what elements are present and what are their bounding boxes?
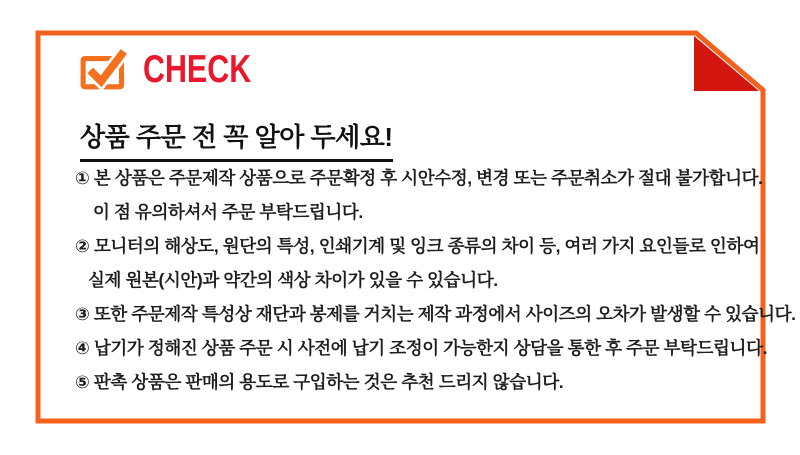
notice-line-1: ① 본 상품은 주문제작 상품으로 주문확정 후 시안수정, 변경 또는 주문취소가 절대 불가합니다.	[75, 168, 763, 188]
check-header	[80, 42, 282, 90]
checkbox-checkmark-icon	[80, 46, 127, 90]
notice-line-2-continued: 실제 원본(시안)과 약간의 색상 차이가 있을 수 있습니다.	[88, 270, 498, 290]
notice-title: 상품 주문 전 꼭 알아 두세요!	[80, 117, 393, 162]
notice-line-4: ④ 납기가 정해진 상품 주문 시 사전에 납기 조정이 가능한지 상담을 통한 후 주문 부탁드립니다.	[75, 338, 768, 358]
notice-list	[75, 161, 796, 399]
folded-corner-icon	[694, 36, 759, 91]
notice-line-1-continued: 이 점 유의하셔서 주문 부탁드립니다.	[93, 202, 363, 222]
notice-line-5: ⑤ 판촉 상품은 판매의 용도로 구입하는 것은 추천 드리지 않습니다.	[75, 372, 564, 392]
notice-line-3: ③ 또한 주문제작 특성상 재단과 봉제를 거치는 제작 과정에서 사이즈의 오차가 발생할 수 있습니다.	[75, 304, 796, 324]
check-label: CHECK	[143, 48, 252, 91]
notice-line-2: ② 모니터의 해상도, 원단의 특성, 인쇄기계 및 잉크 종류의 차이 등, 여러 가지 요인들로 인하여	[75, 236, 760, 256]
